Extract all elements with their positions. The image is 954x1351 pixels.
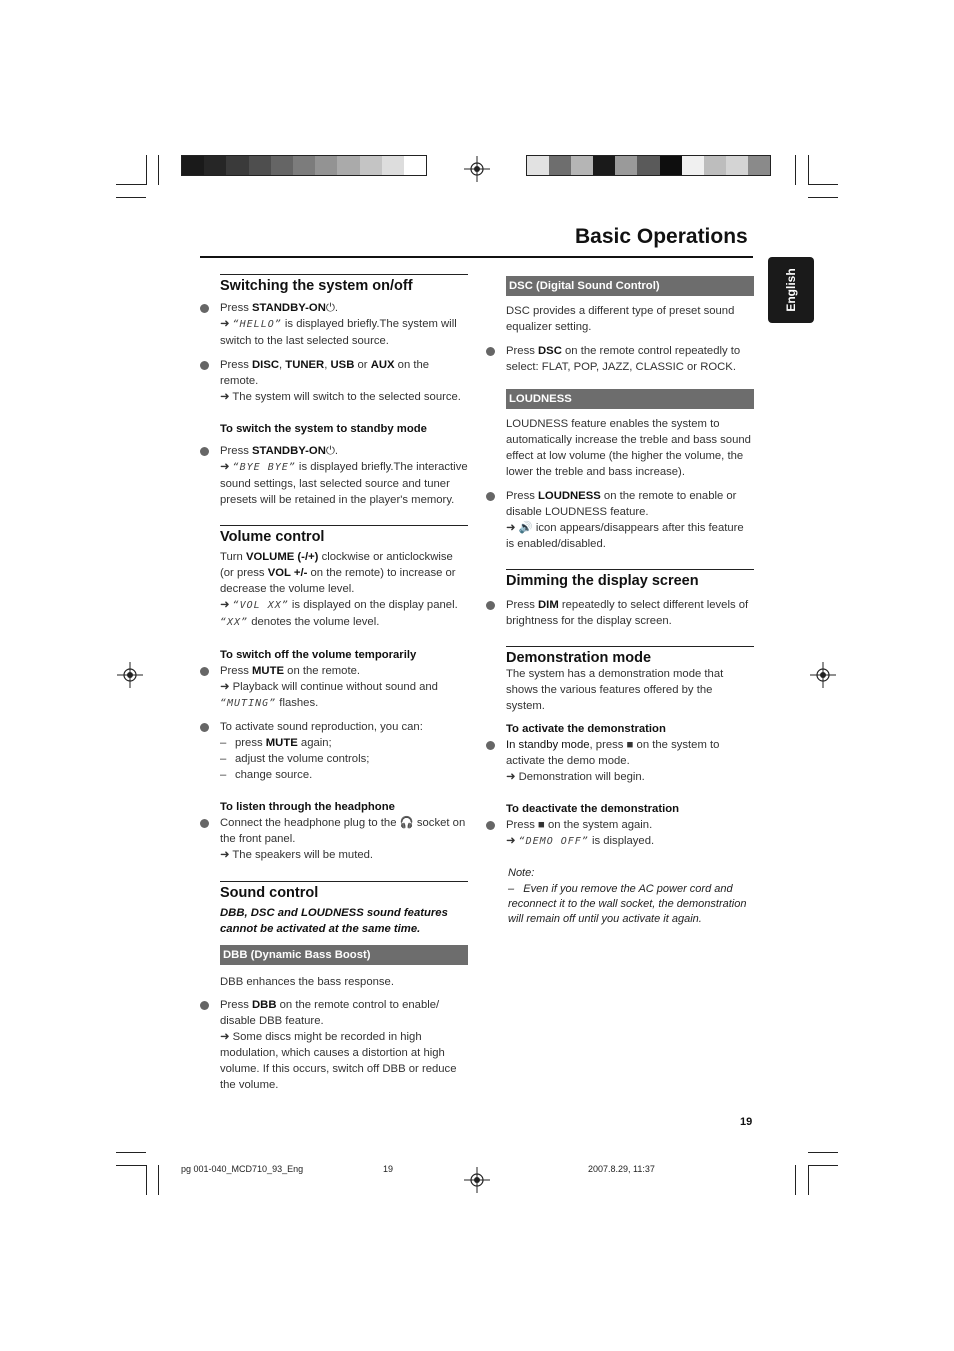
subheading-standby: To switch the system to standby mode — [220, 423, 427, 435]
arrow-icon: ➜ — [506, 522, 516, 534]
bullet-icon — [200, 304, 209, 313]
list-item: Press LOUDNESS on the remote to enable or disable LOUDNESS feature. ➜ 🔊 icon appears/disappears after this feature is enabled/disabled. — [506, 488, 754, 552]
color-swatch — [271, 156, 293, 175]
note-block — [506, 866, 754, 927]
arrow-icon: ➜ — [220, 1031, 230, 1043]
list-item: In standby mode, press ■ on the system to activate the demo mode. ➜ Demonstration will begin. — [506, 737, 754, 785]
dbb-bar: DBB (Dynamic Bass Boost) — [220, 945, 468, 965]
bullet-icon — [200, 361, 209, 370]
arrow-icon: ➜ — [220, 461, 230, 473]
crop-mark — [146, 1165, 147, 1195]
section-heading-demo: Demonstration mode — [506, 646, 754, 666]
crop-mark — [795, 1165, 796, 1195]
color-swatch — [249, 156, 271, 175]
crop-mark — [808, 155, 809, 185]
page-number: 19 — [740, 1116, 753, 1128]
headphone-icon: 🎧 — [399, 817, 414, 829]
language-tab — [768, 257, 814, 323]
footer-date: 2007.8.29, 11:37 — [588, 1164, 655, 1174]
color-swatch — [571, 156, 593, 175]
color-swatch — [204, 156, 226, 175]
title-rule — [200, 256, 753, 258]
lcd-text: “XX” — [220, 617, 249, 628]
bullet-icon — [486, 741, 495, 750]
power-icon: ⏻ — [325, 445, 335, 457]
arrow-icon: ➜ — [220, 599, 230, 611]
language-label: English — [784, 268, 798, 312]
list-item: Press DISC, TUNER, USB or AUX on the remote. ➜ The system will switch to the selected source. — [220, 357, 468, 405]
color-swatch — [593, 156, 615, 175]
registration-mark-icon — [464, 156, 490, 182]
color-swatch — [748, 156, 770, 175]
list-item: Press ■ on the system again. ➜ “DEMO OFF” is displayed. — [506, 817, 754, 850]
arrow-icon: ➜ — [220, 318, 230, 330]
registration-mark-icon — [810, 662, 836, 688]
crop-mark — [116, 1152, 146, 1153]
note-text: – Even if you remove the AC power cord and reconnect it to the wall socket, the demonstration will remain off until you activate it again. — [508, 883, 747, 925]
footer-file: pg 001-040_MCD710_93_Eng — [181, 1164, 304, 1174]
note-label: Note: — [508, 867, 535, 879]
section-heading-switching: Switching the system on/off — [220, 274, 468, 294]
bullet-icon — [200, 447, 209, 456]
bullet-icon — [200, 819, 209, 828]
color-swatch — [726, 156, 748, 175]
list-item: Connect the headphone plug to the 🎧 socket on the front panel. ➜ The speakers will be muted. — [220, 815, 468, 863]
crop-mark — [116, 1165, 146, 1166]
list-item: Press DIM repeatedly to select different levels of brightness for the display screen. — [506, 597, 754, 629]
color-swatch — [660, 156, 682, 175]
color-swatch — [682, 156, 704, 175]
crop-mark — [146, 155, 147, 185]
list-item: Press DSC on the remote control repeatedly to select: FLAT, POP, JAZZ, CLASSIC or ROCK. — [506, 343, 754, 375]
right-column — [506, 274, 754, 927]
bullet-icon — [486, 821, 495, 830]
registration-mark-icon — [464, 1167, 490, 1193]
color-swatch — [637, 156, 659, 175]
arrow-icon: ➜ — [220, 391, 230, 403]
color-swatch — [404, 156, 426, 175]
color-swatch — [293, 156, 315, 175]
color-swatch — [360, 156, 382, 175]
crop-mark — [116, 184, 146, 185]
paragraph: DSC provides a different type of preset sound equalizer setting. — [506, 305, 735, 333]
bullet-icon — [486, 347, 495, 356]
subheading-activate: To activate the demonstration — [506, 723, 666, 735]
section-heading-dim: Dimming the display screen — [506, 569, 754, 589]
bullet-icon — [200, 723, 209, 732]
bullet-icon — [200, 1001, 209, 1010]
lcd-text: “DEMO OFF” — [518, 836, 589, 847]
color-swatch — [337, 156, 359, 175]
subheading-deactivate: To deactivate the demonstration — [506, 803, 680, 815]
color-calibration-strip-left — [181, 155, 427, 176]
subheading-headphone: To listen through the headphone — [220, 801, 395, 813]
paragraph: Turn VOLUME (-/+) clockwise or anticlockwise (or press VOL +/- on the remote) to increase or decrease the volume level. ➜ “VOL XX” is displayed on the display panel. “XX” denotes the volume level. — [220, 551, 458, 628]
bullet-icon — [200, 667, 209, 676]
dsc-bar: DSC (Digital Sound Control) — [506, 276, 754, 296]
registration-mark-icon — [117, 662, 143, 688]
paragraph: The system has a demonstration mode that shows the various features offered by the system. — [506, 668, 724, 712]
bullet-icon — [486, 601, 495, 610]
standby-on-label: STANDBY-ON — [252, 302, 326, 314]
footer-page: 19 — [383, 1164, 394, 1174]
color-swatch — [382, 156, 404, 175]
color-swatch — [527, 156, 549, 175]
crop-mark — [808, 197, 838, 198]
list-item: Press STANDBY-ON⏻. ➜ “HELLO” is displayed briefly.The system will switch to the last selected source. — [220, 300, 468, 349]
paragraph: DBB enhances the bass response. — [220, 976, 394, 988]
crop-mark — [158, 155, 159, 185]
crop-mark — [808, 1152, 838, 1153]
list-item: Press DBB on the remote control to enable/ disable DBB feature. ➜ Some discs might be recorded in high modulation, which causes a distortion at high volume. If this occurs, switch off DBB or reduce the volume. — [220, 997, 468, 1093]
color-swatch — [182, 156, 204, 175]
list-item: To activate sound reproduction, you can: – press MUTE again; – adjust the volume controls; – change source. — [220, 719, 468, 783]
color-swatch — [549, 156, 571, 175]
left-column — [220, 274, 468, 1093]
crop-mark — [158, 1165, 159, 1195]
stop-icon: ■ — [626, 739, 634, 751]
crop-mark — [808, 184, 838, 185]
arrow-icon: ➜ — [506, 771, 516, 783]
color-swatch — [615, 156, 637, 175]
lcd-text: “MUTING” — [220, 698, 277, 709]
color-calibration-strip-right — [526, 155, 771, 176]
color-swatch — [226, 156, 248, 175]
bullet-icon — [486, 492, 495, 501]
arrow-icon: ➜ — [506, 835, 516, 847]
crop-mark — [116, 197, 146, 198]
lcd-text: “HELLO” — [232, 319, 282, 330]
list-item: Press MUTE on the remote. ➜ Playback will continue without sound and “MUTING” flashes. — [220, 663, 468, 712]
color-swatch — [315, 156, 337, 175]
stop-icon: ■ — [538, 819, 545, 831]
loudness-bar: LOUDNESS — [506, 389, 754, 409]
crop-mark — [808, 1165, 838, 1166]
crop-mark — [808, 1165, 809, 1195]
loudness-icon: 🔊 — [518, 522, 533, 534]
color-swatch — [704, 156, 726, 175]
arrow-icon: ➜ — [220, 849, 230, 861]
list-item: Press STANDBY-ON⏻. ➜ “BYE BYE” is displayed briefly.The interactive sound settings, last selected source and tuner presets will be retained in the player's memory. — [220, 443, 468, 508]
subheading-mute: To switch off the volume temporarily — [220, 649, 417, 661]
crop-mark — [795, 155, 796, 185]
arrow-icon: ➜ — [220, 681, 230, 693]
paragraph: LOUDNESS feature enables the system to automatically increase the treble and bass sound effect at low volume (the higher the volume, the lower the treble and bass increase). — [506, 418, 751, 478]
page-title: Basic Operations — [575, 225, 748, 248]
power-icon: ⏻ — [325, 302, 335, 314]
sound-note: DBB, DSC and LOUDNESS sound features cannot be activated at the same time. — [220, 907, 448, 935]
lcd-text: “BYE BYE” — [232, 462, 296, 473]
section-heading-volume: Volume control — [220, 525, 468, 545]
section-heading-sound: Sound control — [220, 881, 468, 901]
lcd-text: “VOL XX” — [232, 600, 289, 611]
